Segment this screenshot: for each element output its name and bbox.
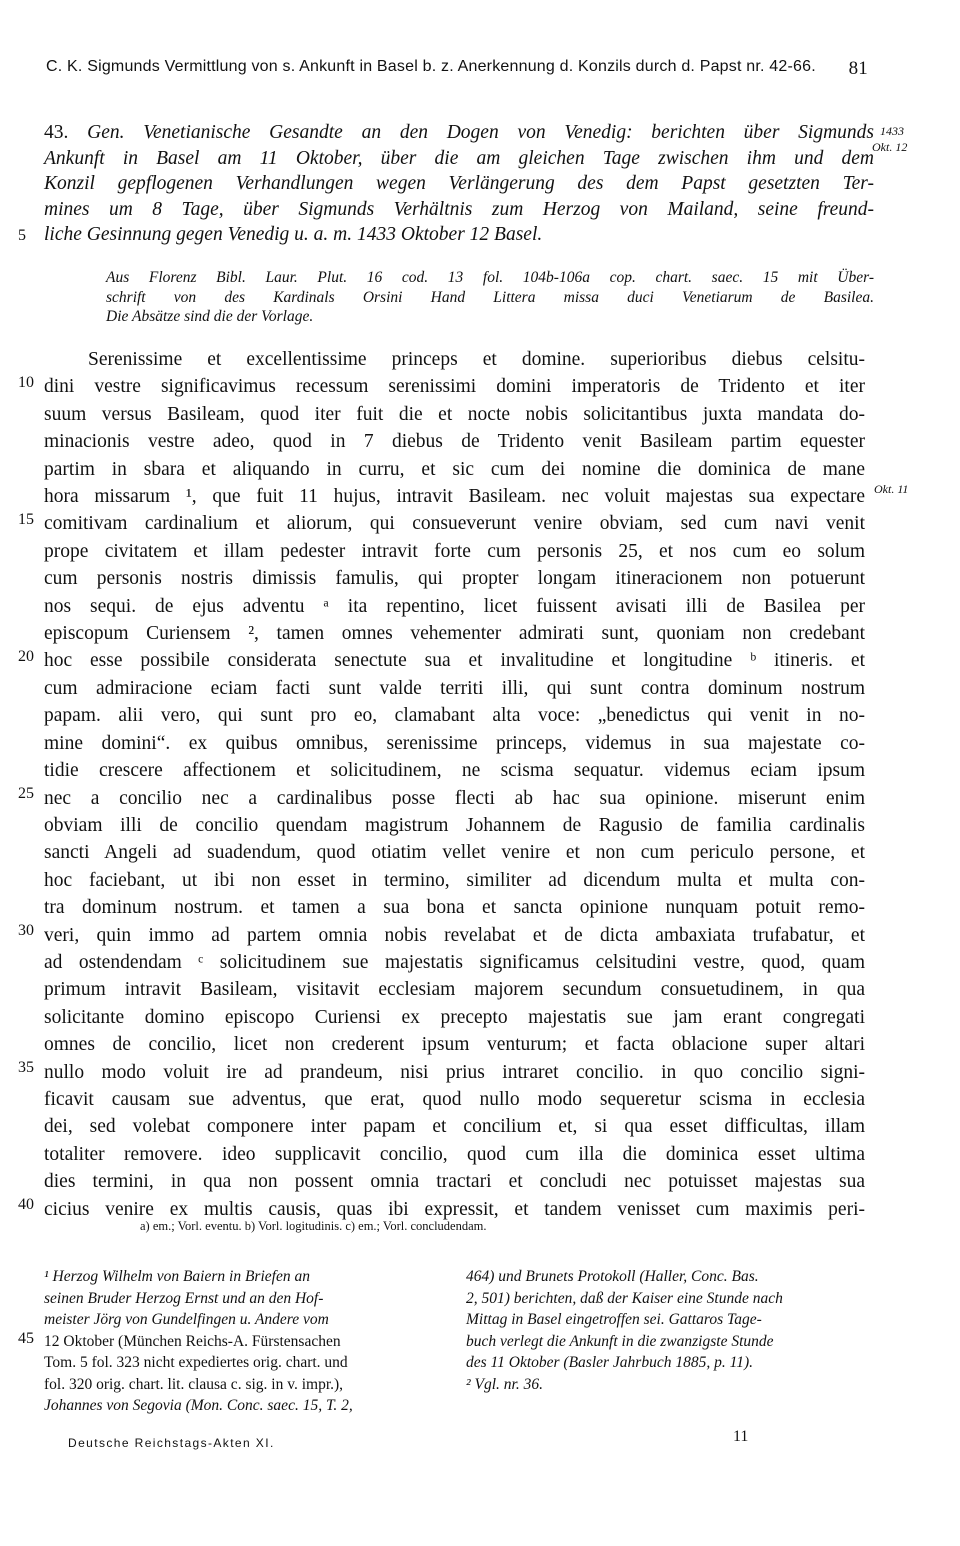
footnotes-right — [466, 1266, 864, 1395]
body-line: obviam illi de concilio quendam magistrum Johannem de Ragusio de familia cardinalis — [44, 814, 865, 836]
body-line: cicius venire ex multis causis, quas ibi expressit, et tandem venisset cum maximis peri- — [44, 1198, 865, 1220]
body-line: hora missarum ¹, que fuit 11 hujus, intravit Basileam. nec voluit majestas sua expectare — [44, 486, 865, 508]
footnote-line: buch verlegt die Ankunft in die zwanzigste Stunde — [466, 1332, 774, 1350]
source-line-3: Die Absätze sind die der Vorlage. — [106, 308, 314, 325]
footnote-line: 12 Oktober (München Reichs-A. Fürstensachen — [44, 1332, 341, 1350]
regest — [44, 120, 874, 248]
body-line: sancti Angeli ad suadendum, quod otiatim vellet venire et non cum periculo persone, et — [44, 842, 865, 864]
body-line: dini vestre significavimus recessum serenissimi domini imperatoris de Tridento et iter — [44, 376, 865, 398]
source-line-1: Aus Florenz Bibl. Laur. Plut. 16 cod. 13 fol. 104b-106a cop. chart. saec. 15 mit Über- — [106, 269, 874, 286]
body-line: mine domini“. ex quibus omnibus, serenissime princeps, videmus in sua majestate co- — [44, 732, 865, 754]
source-line-2: schrift von des Kardinals Orsini Hand Littera missa duci Venetiarum de Basilea. — [106, 288, 874, 306]
line-number-10: 10 — [18, 374, 34, 391]
line-number-5: 5 — [18, 227, 26, 244]
body-line: papam. alii vero, qui sunt pro eo, clamabant alta voce: „benedictus qui venit in no- — [44, 705, 865, 727]
regest-line-5: liche Gesinnung gegen Venedig u. a. m. 1433 Oktober 12 Basel. — [44, 224, 543, 246]
body-line: episcopum Curiensem ², tamen omnes vehementer admirati sunt, quoniam non credebant — [44, 623, 865, 645]
margin-year: 1433 — [880, 124, 904, 138]
line-number-20: 20 — [18, 648, 34, 665]
footnote-line: meister Jörg von Gundelfingen u. Andere vom — [44, 1311, 329, 1328]
regest-line-4: mines um 8 Tage, über Sigmunds Verhältnis zum Herzog von Mailand, seine freund- — [44, 198, 874, 220]
body-line: nullo modo voluit ire ad prandeum, nisi prius intraret concilio. in quo concilio signi- — [44, 1061, 865, 1083]
footnote-line: ¹ Herzog Wilhelm von Baiern in Briefen an — [44, 1268, 310, 1285]
line-number-40: 40 — [18, 1196, 34, 1213]
footnote-line: Mittag in Basel eingetroffen sei. Gattaros Tage- — [466, 1311, 762, 1328]
body-line: hoc faciebant, ut ibi non esset in termino, similiter ad dicendum multa et multa con- — [44, 869, 865, 891]
body-line: tidie crescere affectionem et solicitudinem, ne scisma sequatur. videmus eciam ipsum — [44, 760, 865, 782]
footnotes-left — [44, 1266, 436, 1417]
body-line: nec a concilio nec a cardinalibus posse flecti ab hac sua opinione. miserunt enim — [44, 787, 865, 809]
line-number-35: 35 — [18, 1059, 34, 1076]
margin-date-body: Okt. 11 — [874, 482, 909, 496]
body-line: Serenissime et excellentissime princeps et domine. superioribus diebus celsitu- — [88, 349, 865, 370]
footnote-line: ² Vgl. nr. 36. — [466, 1375, 543, 1393]
source-note — [106, 268, 874, 327]
signature-mark: 11 — [733, 1428, 749, 1445]
body-line: cum personis nostris dimissis famulis, qui propter longam itineracionem non potuerunt — [44, 568, 865, 590]
page-number: 81 — [848, 58, 868, 79]
margin-date-regest: Okt. 12 — [872, 140, 908, 154]
body-line: ad ostendendam ᶜ solicitudinem sue majestatis significamus celsitudini vestre, quod, quam — [44, 951, 865, 973]
regest-line-3: Konzil gepflogenen Verhandlungen wegen Verlängerung des dem Papst gesetzten Ter- — [44, 173, 874, 195]
body-line: omnes de concilio, licet non crederent ipsum venturum; et facta oblacione super altari — [44, 1034, 865, 1056]
textual-variants: a) em.; Vorl. eventu. b) Vorl. logitudinis. c) em.; Vorl. concludendam. — [140, 1219, 487, 1233]
regest-line-2: Ankunft in Basel am 11 Oktober, über die am gleichen Tage zwischen ihm und dem — [44, 147, 874, 169]
body-line: ficavit causam sue adventus, que erat, quod nullo modo sequeretur scisma in ecclesia — [44, 1088, 865, 1110]
regest-line-1: 43. Gen. Venetianische Gesandte an den Dogen von Venedig: berichten über Sigmunds — [44, 122, 875, 143]
body-line: partim in sbara et aliquando in curru, et sic cum dei nomine die dominica de mane — [44, 458, 865, 480]
footnote-line: 464) und Brunets Protokoll (Haller, Conc. Bas. — [466, 1268, 759, 1285]
body-line: cum admiracione eciam facti sunt valde territi illi, qui sunt contra dominum nostrum — [44, 677, 865, 699]
running-title: C. K. Sigmunds Vermittlung von s. Ankunft in Basel b. z. Anerkennung d. Konzils durch d. Papst nr. 42-66. — [46, 58, 816, 75]
line-number-30: 30 — [18, 922, 34, 939]
collection-footer: Deutsche Reichstags-Akten XI. — [68, 1436, 275, 1450]
body-line: comitivam cardinalium et aliorum, qui consueverunt venire obviam, sed cum navi venit — [44, 513, 865, 535]
line-number-45: 45 — [18, 1330, 34, 1347]
regest-number: 43. — [44, 122, 69, 143]
body-line: totaliter removere. ideo supplicavit concilio, quod cum illa die dominica esset ultima — [44, 1143, 865, 1165]
footnote-line: des 11 Oktober (Basler Jahrbuch 1885, p. 11). — [466, 1354, 753, 1371]
body-line: tra dominum nostrum. et tamen a sua bona et sancta opinione nunquam potuit remo- — [44, 897, 865, 919]
footnote-line: Tom. 5 fol. 323 nicht expediertes orig. chart. und — [44, 1354, 348, 1371]
running-header — [46, 58, 868, 80]
letter-body — [44, 346, 865, 1223]
footnote-line: Johannes von Segovia (Mon. Conc. saec. 15, T. 2, — [44, 1397, 353, 1414]
body-line: suum versus Basileam, quod iter fuit die et nocte nobis solicitantibus juxta mandata do- — [44, 403, 865, 425]
body-line: primum intravit Basileam, visitavit ecclesiam majorem secundum consuetudinem, in qua — [44, 979, 865, 1001]
body-line: veri, quin immo ad partem omnia nobis revelabat et de dicta ambaxiata trufabatur, et — [44, 924, 865, 946]
body-line: solicitante domino episcopo Curiensi ex precepto majestatis sue jam erant congregati — [44, 1006, 865, 1028]
body-line: nos sequi. de ejus adventu ᵃ ita repentino, licet fuissent avisati illi de Basilea per — [44, 595, 865, 617]
line-number-25: 25 — [18, 785, 34, 802]
footnote-line: 2, 501) berichten, daß der Kaiser eine Stunde nach — [466, 1289, 783, 1307]
body-line: minacionis vestre adeo, quod in 7 diebus de Tridento venit Basileam partim equester — [44, 431, 865, 453]
footnote-line: fol. 320 orig. chart. lit. clausa c. sig. in v. impr.), — [44, 1375, 344, 1393]
body-line: dei, sed volebat componere inter papam et concilium et, si qua esset difficultas, illam — [44, 1116, 865, 1138]
body-line: prope civitatem et illam pedester intravit forte cum personis 25, et nos cum eo solum — [44, 540, 865, 562]
body-line: hoc esse possibile considerata senectute sua et invalitudine et longitudine ᵇ itineris. et — [44, 650, 865, 672]
line-number-15: 15 — [18, 511, 34, 528]
body-line: dies termini, in qua non possent omnia tractari et concludi nec potuisset majestas sua — [44, 1171, 865, 1193]
footnote-line: seinen Bruder Herzog Ernst und an den Hof- — [44, 1289, 324, 1307]
